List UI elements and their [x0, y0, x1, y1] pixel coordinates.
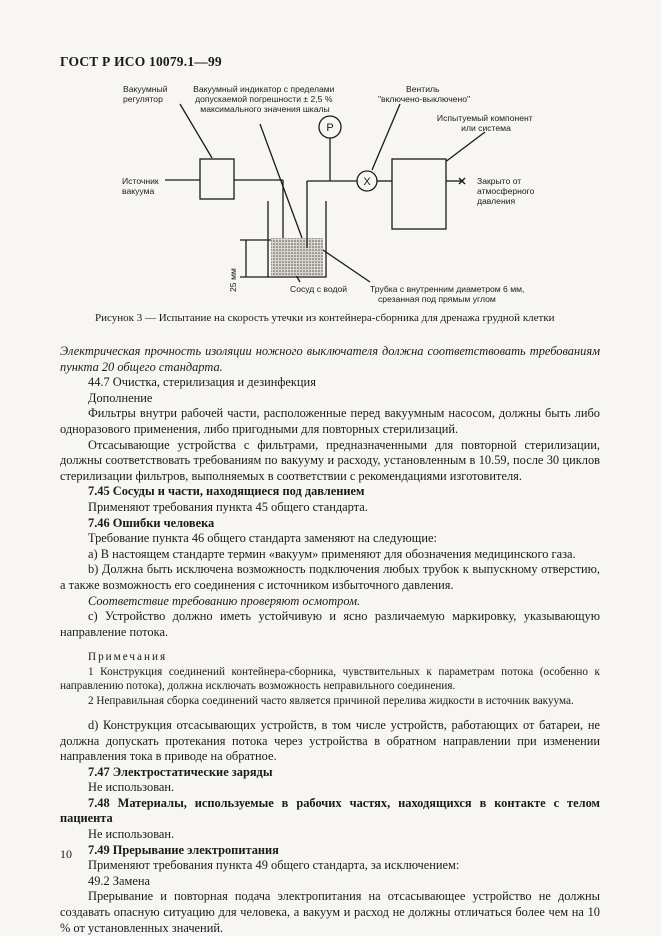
label-regulator: Вакуумный регулятор — [123, 84, 168, 104]
document-body — [60, 344, 600, 936]
paragraph: Применяют требования пункта 45 общего стандарта. — [88, 499, 368, 514]
section-heading: 7.45 Сосуды и части, находящиеся под давлением — [88, 484, 365, 499]
section-heading: 44.7 Очистка, стерилизация и дезинфекция — [88, 375, 316, 390]
section-heading: 7.47 Электростатические заряды — [88, 764, 273, 779]
paragraph: Требование пункта 46 общего стандарта заменяют на следующие: — [88, 531, 437, 546]
test-component-box — [392, 159, 446, 229]
note: 1 Конструкция соединений контейнера-сборника, чувствительных к параметрам потока (особенно к направлению потока), должна исключать возможность неправильного соединения. — [60, 665, 600, 693]
indicator-leader — [260, 124, 302, 238]
paragraph: Применяют требования пункта 49 общего стандарта, за исключением: — [88, 858, 460, 873]
paragraph: 49.2 Замена — [88, 873, 150, 888]
paragraph: Не использован. — [88, 780, 175, 795]
tube-leader — [320, 248, 370, 282]
vacuum-regulator-box — [200, 159, 234, 199]
paragraph: с) Устройство должно иметь устойчивую и ясно различаемую маркировку, указывающую направление потока. — [60, 609, 600, 639]
note: 2 Неправильная сборка соединений часто является причиной перелива жидкости в источник вакуума. — [88, 694, 574, 707]
label-vessel: Сосуд с водой — [290, 284, 348, 294]
paragraph: Электрическая прочность изоляции ножного выключателя должна соответствовать требованиям пункта 20 общего стандарта. — [60, 344, 600, 374]
gauge-letter: P — [326, 122, 334, 134]
label-dimension: 25 мм — [228, 268, 238, 292]
paragraph: d) Конструкция отсасывающих устройств, в том числе устройств, работающих от батареи, не должна допускать протекания потока через устройства в обратном направлении при изменении направления тока в приводе на обратное. — [60, 717, 600, 764]
paragraph: Не использован. — [88, 827, 175, 842]
leak-test-diagram — [0, 0, 661, 340]
paragraph: Дополнение — [88, 390, 153, 405]
paragraph: Отсасывающие устройства с фильтрами, предназначенными для повторной стерилизации, должны соответствовать требованиям по вакууму и расходу, установленным в 10.59, после 30 циклов стерилизации фильтров, выполняемых в соответствии с рекомендациями изготовителя. — [60, 437, 600, 483]
paragraph: Фильтры внутри рабочей части, расположенные перед вакуумным насосом, должны быть либо одноразового применения, либо пригодными для повторных стерилизаций. — [60, 406, 600, 436]
water-level — [271, 238, 323, 276]
paragraph: а) В настоящем стандарте термин «вакуум» применяют для обозначения медицинского газа. — [88, 546, 576, 561]
label-indicator: Вакуумный индикатор с пределами допускаемой погрешности ± 2,5 % максимального значения шкалы — [193, 84, 335, 114]
paragraph: b) Должна быть исключена возможность подключения любых трубок к выпускному отверстию, а также возможность его соединения с источником избыточного давления. — [60, 562, 600, 592]
section-heading: 7.46 Ошибки человека — [88, 515, 215, 530]
label-source: Источник вакуума — [122, 176, 159, 196]
label-component: Испытуемый компонент или система — [436, 113, 533, 133]
valve-letter: X — [363, 176, 371, 188]
section-heading: 7.49 Прерывание электропитания — [88, 842, 279, 857]
paragraph: Прерывание и повторная подача электропитания на отсасывающее устройство не должны создавать опасную ситуацию для человека, а вакуум и расход не должны отличаться более чем на 10 % от установленных значений. — [60, 889, 600, 935]
document-header: ГОСТ Р ИСО 10079.1—99 — [60, 54, 222, 69]
label-valve: Вентиль "включено-выключено" — [377, 84, 471, 104]
page-number: 10 — [60, 847, 72, 861]
section-heading: 7.48 Материалы, используемые в рабочих частях, находящихся в контакте с телом пациента — [60, 795, 600, 826]
label-tube: Трубка с внутренним диаметром 6 мм, срезанная под прямым углом — [370, 284, 525, 304]
figure-caption: Рисунок 3 — Испытание на скорость утечки из контейнера-сборника для дренажа грудной клетки — [95, 312, 555, 324]
paragraph: Соответствие требованию проверяют осмотром. — [88, 593, 361, 608]
label-closed: Закрыто от атмосферного давления — [477, 176, 535, 206]
notes-title: Примечания — [88, 651, 168, 664]
